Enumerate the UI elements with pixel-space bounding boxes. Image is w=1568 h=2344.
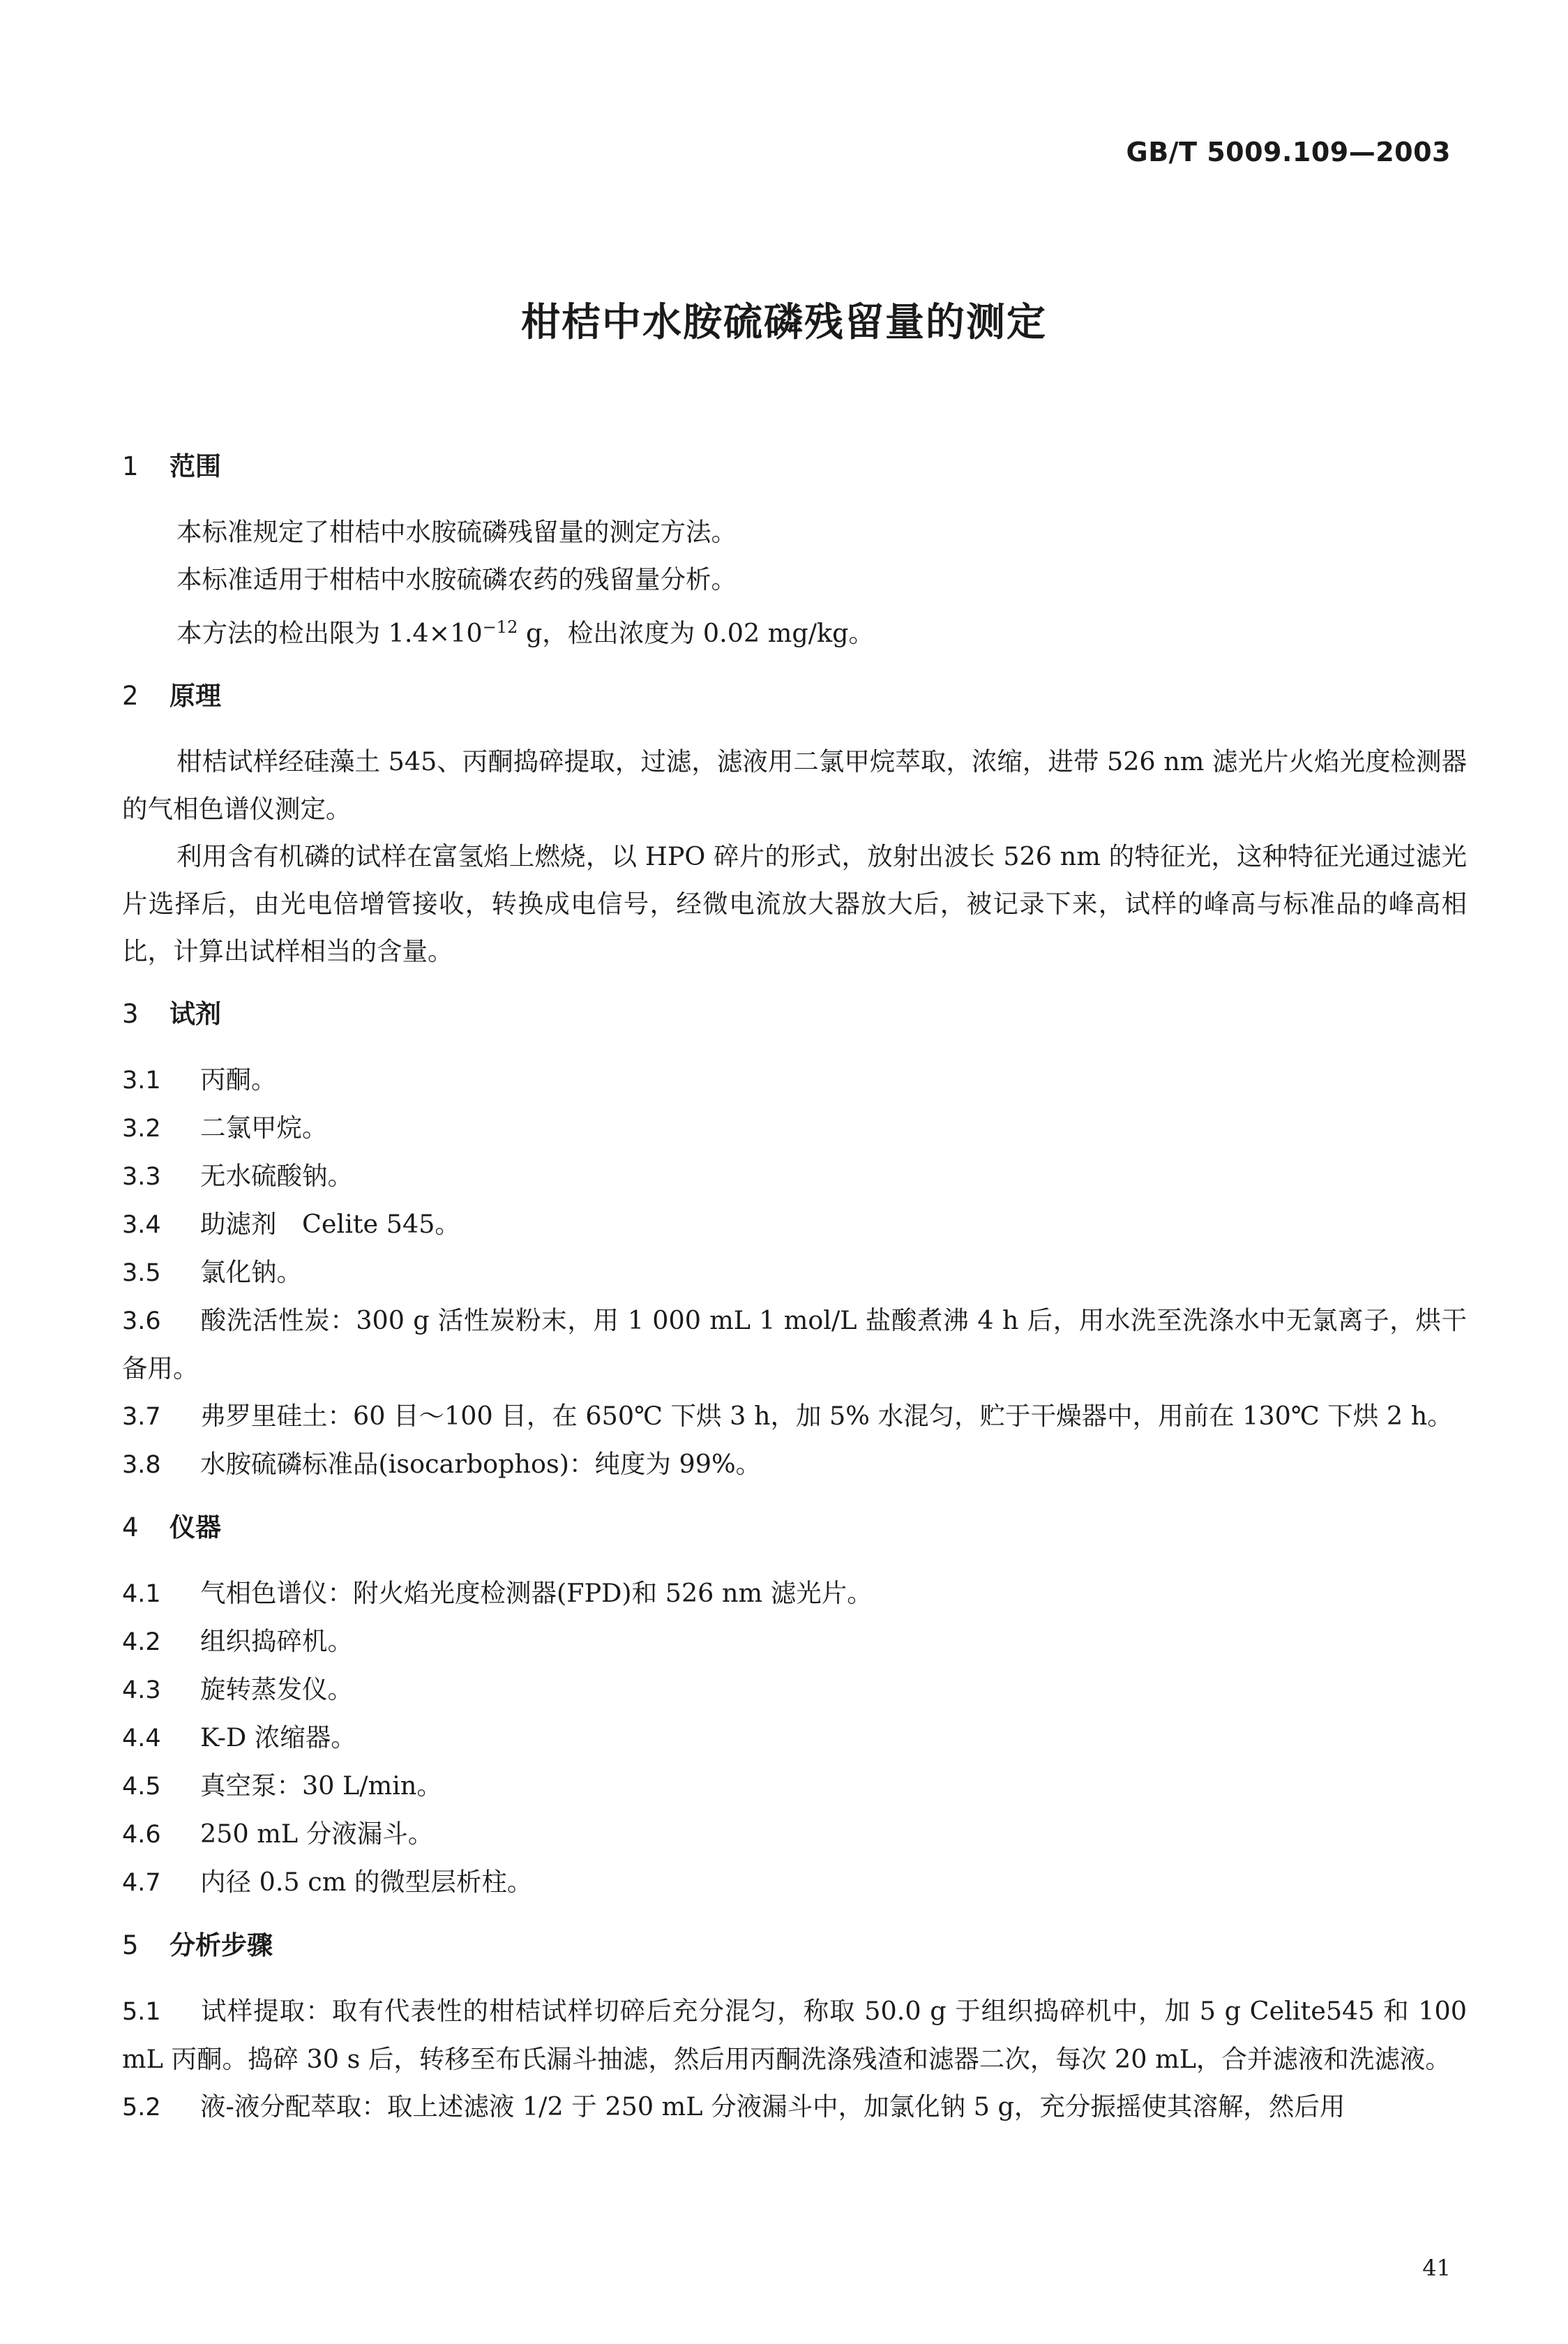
paragraph: 本标准规定了柑桔中水胺硫磷残留量的测定方法。: [176, 517, 737, 547]
item-number: 3.4: [122, 1211, 161, 1240]
item-text: 弗罗里硅土：60 目～100 目，在 650℃ 下烘 3 h，加 5% 水混匀，贮于干燥器中，用前在 130℃ 下烘 2 h。: [200, 1401, 1453, 1432]
paragraph: 利用含有机磷的试样在富氢焰上燃烧，以 HPO 碎片的形式，放射出波长 526 nm 的特征光，这种特征光通过滤光片选择后，由光电倍增管接收，转换成电信号，经微电流放大器放大后，被记录下来，试样的峰高与标准品的峰高相比，计算出试样相当的含量。: [122, 841, 1467, 967]
item-number: 4.7: [122, 1869, 161, 1898]
section-heading-procedure: [122, 1922, 1467, 1969]
list-item: [122, 1618, 1467, 1666]
section-title: 范围: [169, 451, 221, 481]
item-number: 4.4: [122, 1725, 161, 1753]
section-heading-scope: [122, 443, 1467, 490]
item-text: 试样提取：取有代表性的柑桔试样切碎后充分混匀，称取 50.0 g 于组织捣碎机中，加 5 g Celite545 和 100 mL 丙酮。捣碎 30 s 后，转移至布氏漏斗抽滤，然后用丙酮洗涤残渣和滤器二次，每次 20 mL，合并滤液和洗滤液。: [122, 1996, 1467, 2075]
section-title: 试剂: [169, 999, 221, 1030]
section-number: 1: [122, 451, 139, 481]
item-text: 旋转蒸发仪。: [200, 1674, 353, 1705]
paragraph: 本标准适用于柑桔中水胺硫磷农药的残留量分析。: [176, 564, 737, 594]
item-number: 3.5: [122, 1259, 161, 1288]
item-text: K-D 浓缩器。: [200, 1722, 356, 1753]
list-item: [122, 1988, 1467, 2083]
list-item: [122, 1152, 1467, 1201]
list-item: [122, 2083, 1467, 2131]
item-text: 氯化钠。: [200, 1257, 302, 1288]
list-item: [122, 1762, 1467, 1810]
list-item: [122, 1441, 1467, 1489]
section-number: 5: [122, 1930, 139, 1961]
item-number: 3.2: [122, 1115, 161, 1143]
section-number: 3: [122, 999, 139, 1030]
section-number: 2: [122, 681, 139, 712]
limit-exponent: −12: [482, 617, 518, 637]
item-text: 组织捣碎机。: [200, 1626, 353, 1657]
item-number: 4.2: [122, 1628, 161, 1657]
limit-suffix: g，检出浓度为 0.02 mg/kg。: [518, 618, 875, 649]
standard-code: GB/T 5009.109—2003: [1126, 137, 1451, 167]
item-number: 3.3: [122, 1163, 161, 1192]
detection-limit-paragraph: [122, 603, 1467, 657]
page-number: 41: [1422, 2255, 1451, 2281]
item-number: 5.1: [122, 1998, 161, 2027]
item-text: 真空泵：30 L/min。: [200, 1771, 442, 1801]
list-item: [122, 1104, 1467, 1152]
item-text: 酸洗活性炭：300 g 活性炭粉末，用 1 000 mL 1 mol/L 盐酸煮沸 4 h 后，用水洗至洗涤水中无氯离子，烘干备用。: [122, 1305, 1467, 1384]
item-number: 4.6: [122, 1821, 161, 1849]
list-item: [122, 1297, 1467, 1392]
item-text: 水胺硫磷标准品(isocarbophos)：纯度为 99%。: [200, 1449, 762, 1480]
item-number: 4.3: [122, 1676, 161, 1705]
item-text: 二氯甲烷。: [200, 1113, 328, 1143]
item-text: 内径 0.5 cm 的微型层析柱。: [200, 1867, 533, 1898]
section-heading-reagents: [122, 991, 1467, 1038]
limit-prefix: 本方法的检出限为 1.4×10: [176, 618, 483, 649]
list-item: [122, 1392, 1467, 1441]
item-number: 4.1: [122, 1580, 161, 1609]
section-heading-principle: [122, 673, 1467, 720]
item-number: 5.2: [122, 2094, 161, 2122]
section-number: 4: [122, 1512, 139, 1543]
section-heading-apparatus: [122, 1504, 1467, 1552]
section-title: 原理: [169, 681, 221, 712]
list-item: [122, 1858, 1467, 1907]
list-item: [122, 1249, 1467, 1297]
list-item: [122, 1810, 1467, 1858]
item-text: 无水硫酸钠。: [200, 1161, 353, 1192]
item-number: 4.5: [122, 1773, 161, 1801]
list-item: [122, 1201, 1467, 1249]
item-text: 助滤剂 Celite 545。: [200, 1209, 460, 1240]
paragraph: 柑桔试样经硅藻土 545、丙酮捣碎提取，过滤，滤液用二氯甲烷萃取，浓缩，进带 526 nm 滤光片火焰光度检测器的气相色谱仪测定。: [122, 746, 1467, 825]
section-title: 仪器: [169, 1512, 221, 1543]
section-title: 分析步骤: [169, 1930, 273, 1961]
list-item: [122, 1714, 1467, 1762]
item-number: 3.1: [122, 1067, 161, 1095]
document-body: [122, 443, 1467, 2131]
item-number: 3.6: [122, 1307, 161, 1336]
item-number: 3.8: [122, 1451, 161, 1480]
list-item: [122, 1570, 1467, 1618]
item-text: 250 mL 分液漏斗。: [200, 1819, 434, 1849]
list-item: [122, 1056, 1467, 1104]
item-text: 液-液分配萃取：取上述滤液 1/2 于 250 mL 分液漏斗中，加氯化钠 5 g，充分振摇使其溶解，然后用: [200, 2091, 1345, 2122]
document-title: 柑桔中水胺硫磷残留量的测定: [521, 300, 1047, 345]
item-text: 丙酮。: [200, 1065, 277, 1095]
item-text: 气相色谱仪：附火焰光度检测器(FPD)和 526 nm 滤光片。: [200, 1578, 873, 1609]
list-item: [122, 1666, 1467, 1714]
item-number: 3.7: [122, 1403, 161, 1432]
